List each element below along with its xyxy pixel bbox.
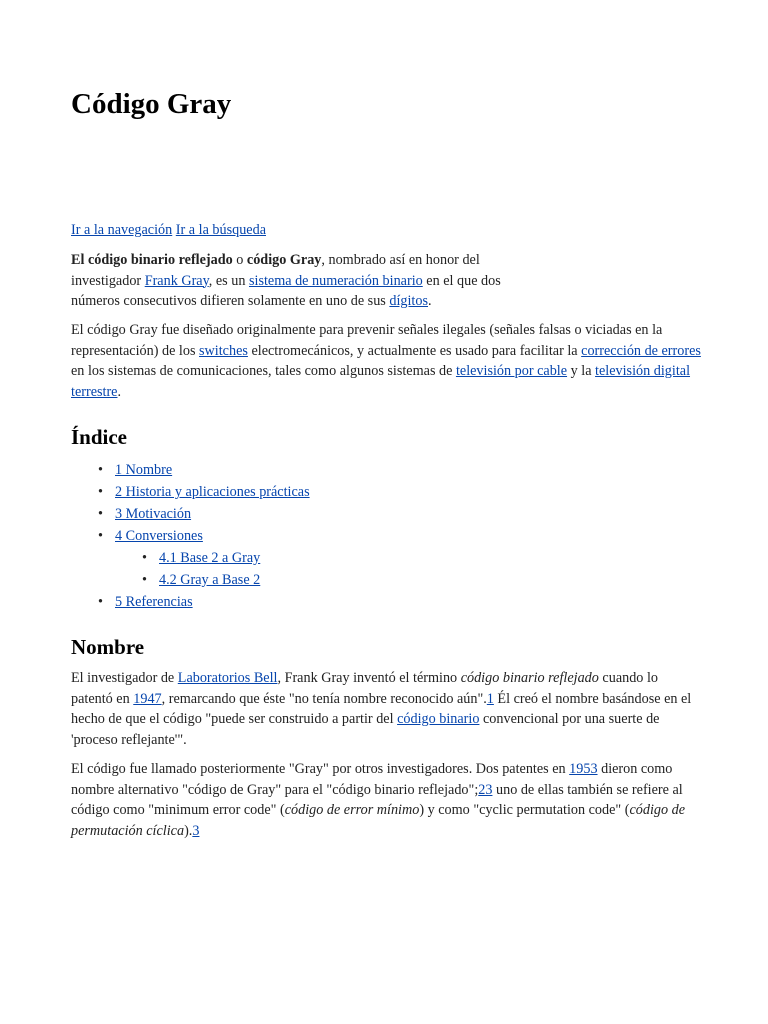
skip-links	[71, 220, 266, 241]
skip-to-search-link[interactable]: Ir a la búsqueda	[175, 222, 266, 238]
reference-link[interactable]: 1	[486, 690, 494, 707]
text: .	[117, 383, 122, 400]
bullet-icon: •	[98, 484, 103, 500]
switches-link[interactable]: switches	[199, 342, 248, 359]
toc-link-referencias[interactable]: 5 Referencias	[115, 594, 193, 610]
text: ) y como "cyclic permutation code" (	[419, 802, 630, 819]
toc-item	[71, 482, 310, 504]
reference-link[interactable]: 3	[192, 822, 200, 839]
nombre-section-heading: Nombre	[71, 635, 145, 659]
text: o	[232, 252, 247, 268]
frank-gray-link[interactable]: Frank Gray	[144, 272, 209, 289]
text: uno de ellas también se refiere al código como "minimum error code" (	[71, 781, 683, 819]
toc-link-nombre[interactable]: 1 Nombre	[115, 462, 173, 478]
error-correction-link[interactable]: corrección de errores	[581, 342, 701, 359]
bullet-icon: •	[98, 462, 103, 478]
italic-term: código de permutación cíclica	[71, 802, 686, 839]
toc-item	[71, 460, 310, 482]
cable-tv-link[interactable]: televisión por cable	[455, 363, 568, 380]
year-1953-link[interactable]: 1953	[569, 761, 598, 777]
text: Él creó el nombre basándose en el hecho de que el código "puede ser construido a partir del	[71, 690, 692, 728]
bell-labs-link[interactable]: Laboratorios Bell	[177, 670, 278, 686]
design-paragraph	[71, 320, 701, 402]
text: en los sistemas de comunicaciones, tales como algunos sistemas de	[71, 363, 456, 380]
bullet-icon: •	[142, 550, 147, 566]
reference-link[interactable]: 23	[478, 781, 493, 798]
toc-link-gray-a-base2[interactable]: 4.2 Gray a Base 2	[159, 572, 261, 588]
text: El código Gray fue diseñado originalmente para prevenir señales ilegales (señales falsas o viciadas en la representación) de los	[71, 322, 663, 359]
text: dieron como nombre alternativo "código de Gray" para el "código binario reflejado";	[71, 761, 673, 798]
text: , es un	[208, 272, 249, 289]
text: El investigador de	[71, 670, 178, 686]
text: .	[428, 293, 432, 310]
page-title: Código Gray	[71, 88, 232, 120]
toc-link-conversiones[interactable]: 4 Conversiones	[115, 528, 203, 544]
year-1947-link[interactable]: 1947	[133, 690, 162, 707]
table-of-contents	[71, 460, 310, 614]
text: electromecánicos, y actualmente es usado para facilitar la	[247, 342, 582, 359]
bullet-icon: •	[98, 528, 103, 544]
text: y la	[567, 363, 596, 380]
toc-item	[71, 592, 310, 614]
digits-link[interactable]: dígitos	[389, 293, 428, 310]
text: El código fue llamado posteriormente "Gray" por otros investigadores. Dos patentes en	[71, 761, 570, 777]
toc-heading: Índice	[71, 425, 128, 449]
text: , nombrado así en honor del investigador	[71, 252, 480, 289]
nombre-paragraph-2	[71, 759, 703, 841]
nombre-paragraph-1	[71, 668, 703, 750]
italic-term: código binario reflejado	[460, 670, 599, 686]
text: ).	[184, 822, 193, 839]
bullet-icon: •	[98, 506, 103, 522]
toc-item	[71, 504, 310, 526]
bold-term: código Gray	[246, 252, 322, 268]
binary-numeral-system-link[interactable]: sistema de numeración binario	[248, 272, 423, 289]
binary-code-link[interactable]: código binario	[397, 711, 480, 728]
intro-paragraph	[71, 250, 521, 312]
bullet-icon: •	[98, 594, 103, 610]
digital-terrestrial-tv-link[interactable]: televisión digital terrestre	[71, 363, 691, 400]
toc-link-historia[interactable]: 2 Historia y aplicaciones prácticas	[115, 484, 310, 500]
text: convencional por una suerte de 'proceso reflejante'".	[71, 711, 660, 748]
text: cuando lo patentó en	[71, 670, 658, 707]
toc-subitem	[71, 570, 310, 592]
italic-term: código de error mínimo	[284, 802, 420, 819]
text: en el que dos números consecutivos difieren solamente en uno de sus	[71, 272, 501, 310]
toc-link-motivacion[interactable]: 3 Motivación	[115, 506, 192, 522]
toc-link-base2-a-gray[interactable]: 4.1 Base 2 a Gray	[159, 550, 261, 566]
skip-to-navigation-link[interactable]: Ir a la navegación	[71, 222, 173, 238]
toc-item	[71, 526, 310, 548]
toc-subitem	[71, 548, 310, 570]
bullet-icon: •	[142, 572, 147, 588]
text: , remarcando que éste "no tenía nombre reconocido aún".	[161, 690, 487, 707]
bold-term: El código binario reflejado	[71, 252, 233, 268]
text: , Frank Gray inventó el término	[277, 670, 461, 686]
